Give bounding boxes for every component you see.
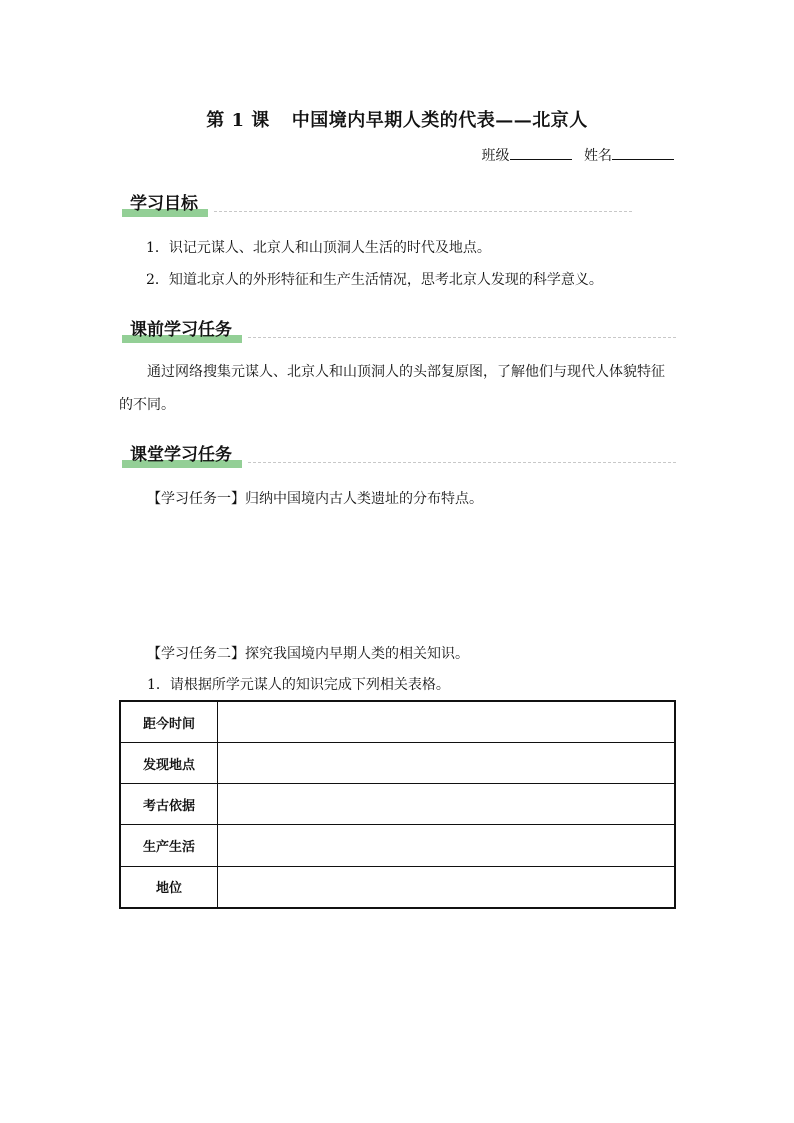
class-blank[interactable] xyxy=(510,146,572,160)
section-heading: 课前学习任务 xyxy=(130,320,232,340)
name-blank[interactable] xyxy=(612,146,674,160)
table-row xyxy=(120,825,675,866)
table-row xyxy=(120,743,675,784)
lesson-topic: 中国境内早期人类的代表——北京人 xyxy=(291,110,588,131)
row-answer-cell[interactable] xyxy=(218,825,676,866)
learning-task-1: 【学习任务一】归纳中国境内古人类遗址的分布特点。 xyxy=(147,491,483,507)
preclass-task-text: 通过网络搜集元谋人、北京人和山顶洞人的头部复原图，了解他们与现代人体貌特征的不同。 xyxy=(119,364,665,413)
section-heading-box xyxy=(122,318,238,344)
yuanmou-man-table xyxy=(119,700,676,909)
row-answer-cell[interactable] xyxy=(218,784,676,825)
section-inclass-header xyxy=(122,443,676,469)
class-label: 班级 xyxy=(481,148,510,164)
table-row xyxy=(120,784,675,825)
row-label: 考古依据 xyxy=(120,784,218,825)
section-objectives-header xyxy=(122,192,676,218)
row-label: 发现地点 xyxy=(120,743,218,784)
student-info-line xyxy=(482,145,674,165)
section-preclass-header xyxy=(122,318,676,344)
section-heading-box xyxy=(122,192,204,218)
table-row xyxy=(120,866,675,908)
section-divider xyxy=(248,337,676,338)
name-label: 姓名 xyxy=(584,148,612,164)
row-label: 生产生活 xyxy=(120,825,218,866)
row-answer-cell[interactable] xyxy=(218,866,676,908)
objective-item-1: 1．识记元谋人、北京人和山顶洞人生活的时代及地点。 xyxy=(146,240,491,256)
objective-item-2: 2．知道北京人的外形特征和生产生活情况，思考北京人发现的科学意义。 xyxy=(146,272,603,288)
lesson-number: 第 1 课 xyxy=(206,110,270,131)
row-answer-cell[interactable] xyxy=(218,701,676,743)
row-answer-cell[interactable] xyxy=(218,743,676,784)
section-divider xyxy=(248,462,676,463)
row-label: 距今时间 xyxy=(120,701,218,743)
section-heading-box xyxy=(122,443,238,469)
page-title xyxy=(0,106,794,132)
section-heading: 课堂学习任务 xyxy=(130,445,232,465)
table-row xyxy=(120,701,675,743)
row-label: 地位 xyxy=(120,866,218,908)
learning-task-2-item-1: 1．请根据所学元谋人的知识完成下列相关表格。 xyxy=(147,677,450,693)
section-divider xyxy=(214,211,632,212)
learning-task-2: 【学习任务二】探究我国境内早期人类的相关知识。 xyxy=(147,646,469,662)
section-heading: 学习目标 xyxy=(130,194,198,214)
